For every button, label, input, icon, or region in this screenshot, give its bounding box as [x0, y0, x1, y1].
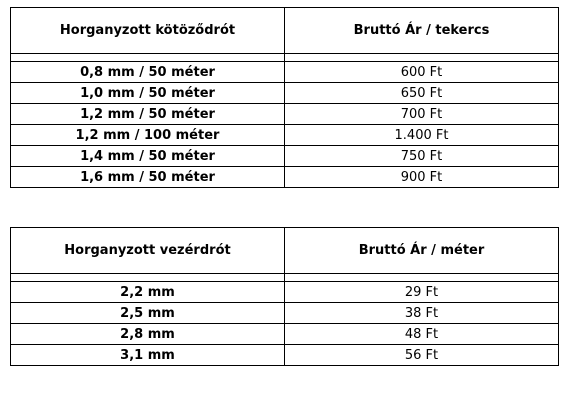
price-cell: 56 Ft: [285, 345, 559, 366]
price-column-header: Bruttó Ár / méter: [285, 228, 559, 274]
table-row: [11, 324, 559, 345]
size-cell: 2,5 mm: [11, 303, 285, 324]
size-cell: 1,2 mm / 50 méter: [11, 104, 285, 125]
table-header-row: [11, 8, 559, 54]
size-cell: 0,8 mm / 50 méter: [11, 62, 285, 83]
table-row: [11, 345, 559, 366]
size-cell: 1,4 mm / 50 méter: [11, 146, 285, 167]
table-row: [11, 303, 559, 324]
table-row: [11, 167, 559, 188]
table-row: [11, 62, 559, 83]
price-cell: 48 Ft: [285, 324, 559, 345]
table-header-row: [11, 228, 559, 274]
spacer-row: [11, 54, 559, 62]
price-cell: 600 Ft: [285, 62, 559, 83]
table-row: [11, 282, 559, 303]
size-cell: 2,2 mm: [11, 282, 285, 303]
size-cell: 3,1 mm: [11, 345, 285, 366]
price-cell: 900 Ft: [285, 167, 559, 188]
table-row: [11, 146, 559, 167]
price-column-header: Bruttó Ár / tekercs: [285, 8, 559, 54]
binding-wire-price-table: [10, 7, 559, 188]
size-cell: 1,6 mm / 50 méter: [11, 167, 285, 188]
price-cell: 29 Ft: [285, 282, 559, 303]
control-wire-price-table: [10, 227, 559, 366]
size-cell: 1,0 mm / 50 méter: [11, 83, 285, 104]
price-cell: 700 Ft: [285, 104, 559, 125]
price-cell: 650 Ft: [285, 83, 559, 104]
table-row: [11, 83, 559, 104]
size-cell: 1,2 mm / 100 méter: [11, 125, 285, 146]
table-row: [11, 125, 559, 146]
price-cell: 38 Ft: [285, 303, 559, 324]
product-column-header: Horganyzott vezérdrót: [11, 228, 285, 274]
spacer-row: [11, 274, 559, 282]
product-column-header: Horganyzott kötöződrót: [11, 8, 285, 54]
price-cell: 750 Ft: [285, 146, 559, 167]
size-cell: 2,8 mm: [11, 324, 285, 345]
table-row: [11, 104, 559, 125]
price-cell: 1.400 Ft: [285, 125, 559, 146]
